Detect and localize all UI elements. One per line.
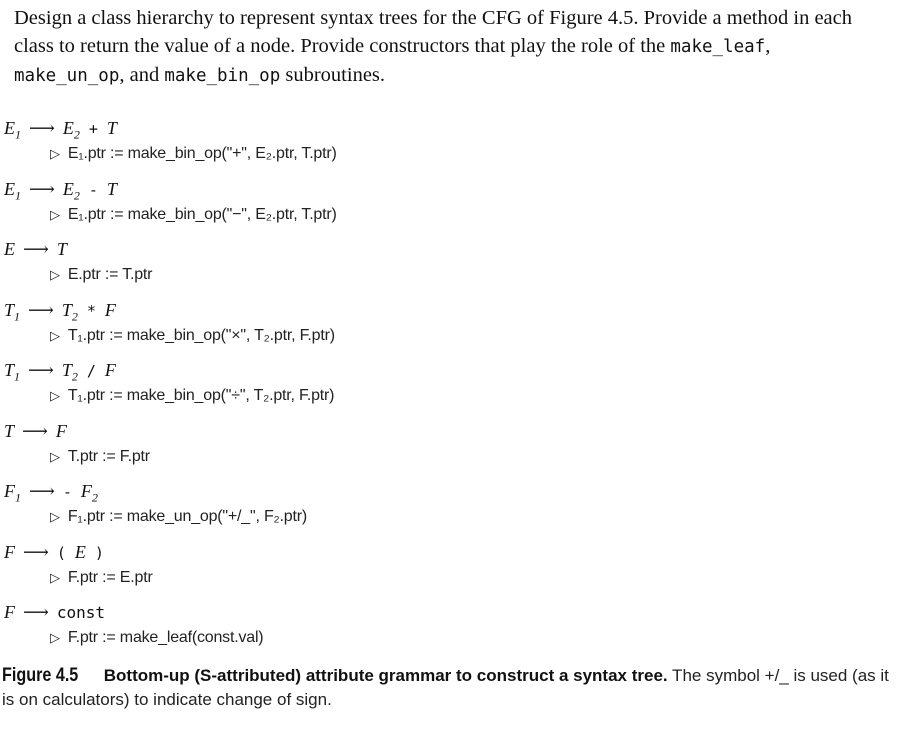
semantic-action: [50, 387, 334, 405]
lhs-symbol-subscript: 1: [15, 127, 21, 142]
lhs-symbol: T: [4, 420, 15, 441]
semantic-action: [50, 327, 335, 345]
lhs-symbol-subscript: 1: [15, 490, 21, 505]
production-rule: [4, 481, 98, 506]
operator: +: [88, 120, 98, 138]
rhs-symbol: $T_2$: [61, 299, 78, 324]
action-text: T.ptr := F.ptr: [67, 447, 150, 465]
rhs-symbol: T: [56, 239, 67, 259]
caption-title: Bottom-up (S-attributed) attribute grammar to construct a syntax tree.: [103, 666, 668, 685]
action-text: F.ptr := make_leaf(const.val): [67, 629, 264, 646]
lhs-symbol: $E_1$: [4, 178, 21, 203]
derives-arrow: ⟶: [23, 239, 49, 259]
production-rule: [4, 179, 117, 204]
operator: ): [94, 543, 104, 562]
rhs-symbol: E: [74, 541, 86, 562]
terminal-const: const: [56, 603, 105, 622]
production-rule: [4, 360, 116, 385]
rhs-symbol: $E_2$: [62, 178, 80, 203]
rhs-symbol: $E_2$: [62, 118, 80, 142]
code-make-leaf: make_leaf: [670, 37, 766, 57]
lhs-symbol: $T_1$: [4, 360, 21, 384]
semantic-action: [50, 266, 152, 284]
triangle-icon: ▷: [50, 569, 60, 585]
figure-caption: [2, 664, 892, 712]
rhs-symbol: F: [55, 420, 67, 441]
semantic-action: [50, 629, 263, 647]
operator: -: [88, 180, 98, 199]
rhs-symbol-subscript: 2: [73, 188, 80, 203]
operator: (: [56, 543, 66, 562]
prompt-text: , and: [119, 64, 165, 86]
prompt-text: subroutines.: [280, 64, 386, 86]
rhs-symbol-subscript: 2: [71, 369, 78, 384]
semantic-action: [50, 448, 150, 466]
rhs-symbol-subscript: 2: [71, 309, 78, 324]
figure-label: Figure 4.5: [2, 665, 79, 686]
derives-arrow: ⟶: [23, 602, 49, 622]
derives-arrow: ⟶: [28, 299, 54, 320]
production-rule: [4, 239, 76, 260]
rhs-symbol-subscript: 2: [73, 127, 80, 142]
triangle-icon: ▷: [50, 448, 60, 464]
triangle-icon: ▷: [50, 630, 60, 645]
action-text: E₁.ptr := make_bin_op("+", E₂.ptr, T.ptr): [67, 145, 337, 162]
triangle-icon: ▷: [50, 509, 60, 524]
derives-arrow: ⟶: [29, 481, 55, 501]
action-text: E.ptr := T.ptr: [67, 266, 153, 283]
semantic-action: [50, 145, 337, 163]
triangle-icon: ▷: [50, 327, 60, 343]
lhs-symbol: $E_1$: [4, 118, 21, 142]
lhs-symbol: F: [4, 602, 15, 622]
triangle-icon: ▷: [50, 146, 60, 161]
derives-arrow: ⟶: [23, 541, 49, 562]
rhs-symbol: F: [104, 360, 116, 380]
semantic-action: [50, 206, 337, 224]
rhs-symbol: $T_2$: [61, 360, 78, 384]
rhs-symbol: T: [106, 178, 117, 199]
caption-text: The symbol +/_ is used (as it is on calculators) to indicate change of sign.: [2, 666, 889, 709]
rhs-symbol: T: [106, 118, 117, 138]
lhs-symbol-subscript: 1: [14, 309, 21, 324]
prompt-text: Design a class hierarchy to represent syntax trees for the CFG of Figure 4.5. Provide a method in each class to return the value of a node. Provide constructors that play the role of the: [14, 7, 852, 57]
triangle-icon: ▷: [50, 388, 60, 403]
derives-arrow: ⟶: [29, 118, 55, 138]
lhs-symbol: E: [4, 239, 15, 259]
triangle-icon: ▷: [50, 267, 60, 282]
lhs-symbol: F: [4, 541, 15, 562]
rhs-symbol-subscript: 2: [91, 490, 98, 505]
semantic-action: [50, 508, 307, 526]
action-text: T₁.ptr := make_bin_op("÷", T₂.ptr, F.ptr): [67, 387, 335, 404]
action-text: F₁.ptr := make_un_op("+/_", F₂.ptr): [67, 508, 307, 525]
operator: /: [86, 362, 96, 380]
production-rule: [4, 602, 105, 623]
semantic-action: [50, 569, 153, 587]
derives-arrow: ⟶: [29, 178, 55, 199]
code-make-un-op: make_un_op: [14, 66, 120, 86]
lhs-symbol: $T_1$: [4, 299, 21, 324]
production-rule: [4, 118, 117, 143]
lhs-symbol-subscript: 1: [14, 369, 21, 384]
action-text: E₁.ptr := make_bin_op("−", E₂.ptr, T.ptr): [67, 205, 337, 223]
production-rule: [4, 300, 116, 325]
production-rule: [4, 542, 104, 563]
triangle-icon: ▷: [50, 206, 60, 222]
lhs-symbol-subscript: 1: [15, 188, 21, 203]
action-text: T₁.ptr := make_bin_op("×", T₂.ptr, F.ptr): [67, 326, 335, 344]
production-rule: [4, 421, 76, 442]
lhs-symbol: $F_1$: [4, 481, 21, 505]
operator: *: [86, 301, 96, 320]
operator: -: [62, 483, 72, 501]
code-make-bin-op: make_bin_op: [164, 66, 281, 86]
derives-arrow: ⟶: [22, 420, 48, 441]
rhs-symbol: $F_2$: [80, 481, 98, 505]
derives-arrow: ⟶: [28, 360, 54, 380]
prompt-text: ,: [765, 35, 771, 57]
rhs-symbol: F: [104, 299, 116, 320]
action-text: F.ptr := E.ptr: [67, 568, 153, 586]
